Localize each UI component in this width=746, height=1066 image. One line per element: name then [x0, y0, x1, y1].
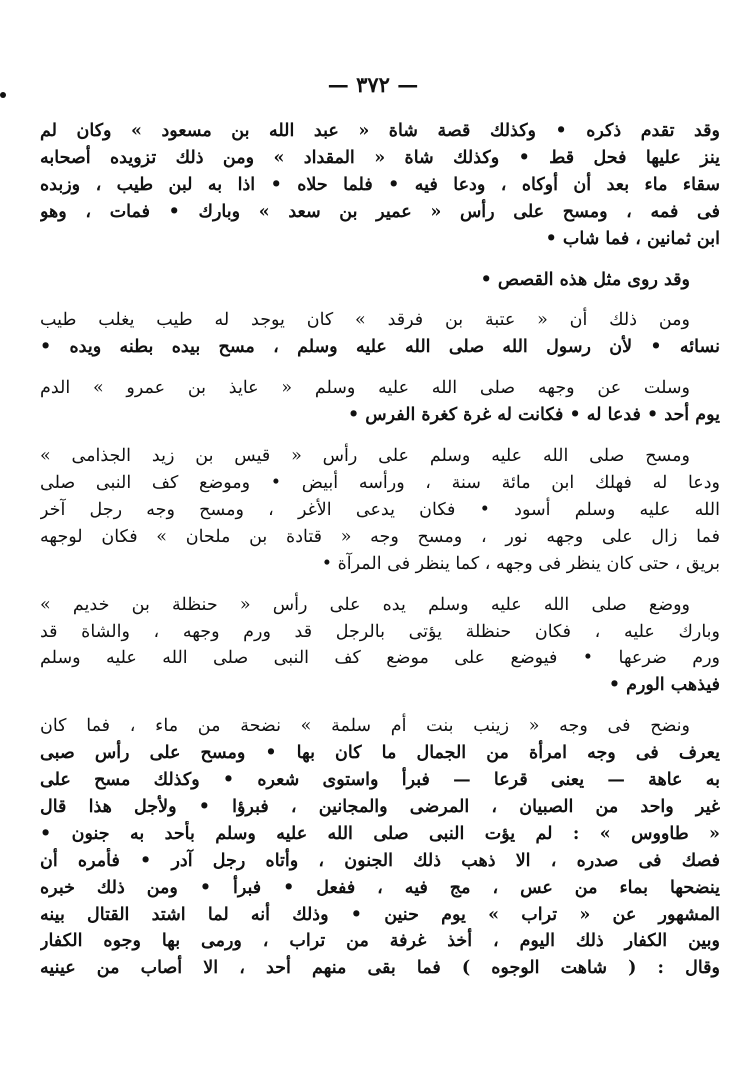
- paragraph-1: [40, 118, 720, 253]
- text-line: فى فمه ، ومسح على رأس « عمير بن سعد » وبارك • فمات ، وهو: [40, 201, 720, 222]
- text-line: ومسح صلى الله عليه وسلم على رأس « قيس بن زيد الجذامى »: [40, 446, 690, 467]
- text-line: ووضع صلى الله عليه وسلم يده على رأس « حنظلة بن خديم »: [40, 594, 690, 615]
- text-line: يعرف فى وجه امرأة من الجمال ما كان بها • ومسح على رأس صبى: [40, 743, 720, 764]
- text-line: وبين الكفار ذلك اليوم ، أخذ غرفة من تراب ، ورمى بها وجوه الكفار: [40, 931, 720, 952]
- text-line: ينضحها بماء من عس ، مج فيه ، ففعل • فبرأ • ومن ذلك خبره: [40, 877, 720, 898]
- body-text: [40, 118, 720, 982]
- text-line: فصك فى صدره ، الا ذهب ذلك الجنون ، وأتاه رجل آدر • فأمره أن: [40, 850, 720, 871]
- text-line: بريق ، حتى كان ينظر فى وجهه ، كما ينظر فى المرآة •: [321, 553, 720, 574]
- text-line: ينز عليها فحل قط • وكذلك شاة « المقداد » ومن ذلك تزويده أصحابه: [40, 147, 720, 168]
- paragraph-5: [40, 443, 720, 578]
- paragraph-4: [40, 375, 720, 429]
- text-line: نسائه • لأن رسول الله صلى الله عليه وسلم ، مسح بيده بطنه ويده •: [40, 337, 720, 358]
- text-line: غير واحد من الصبيان ، المرضى والمجانين ، فبرؤا • ولأجل هذا قال: [40, 796, 720, 817]
- text-line: ورم ضرعها • فيوضع على موضع كف النبى صلى الله عليه وسلم: [40, 648, 720, 669]
- text-line: يوم أحد • فدعا له • فكانت له غرة كغرة الفرس •: [348, 405, 720, 426]
- text-line: ودعا له فهلك ابن مائة سنة ، ورأسه أبيض • وموضع كف النبى صلى: [40, 472, 720, 493]
- text-line: سقاء ماء بعد أن أوكاه ، ودعا فيه • فلما حلاه • اذا به لبن طيب ، وزبده: [40, 174, 720, 195]
- text-line: فما زال على وجهه نور ، ومسح وجه « قتادة بن ملحان » فكان لوجهه: [40, 526, 720, 547]
- text-line: به عاهة — يعنى قرعا — فبرأ واستوى شعره • وكذلك مسح على: [40, 770, 720, 791]
- text-line: وسلت عن وجهه صلى الله عليه وسلم « عايذ بن عمرو » الدم: [40, 378, 690, 399]
- text-line: ونضح فى وجه « زينب بنت أم سلمة » نضحة من ماء ، فما كان: [40, 716, 690, 737]
- paragraph-3: [40, 307, 720, 361]
- text-line: وقد روى مثل هذه القصص •: [480, 269, 690, 290]
- text-line: « طاووس » : لم يؤت النبى صلى الله عليه وسلم بأحد به جنون •: [40, 823, 720, 844]
- text-line: وقال : ( شاهت الوجوه ) فما بقى منهم أحد ، الا أصاب من عينيه: [40, 958, 720, 979]
- text-line: فيذهب الورم •: [608, 675, 720, 696]
- paragraph-6: [40, 592, 720, 700]
- text-line: ومن ذلك أن « عتبة بن فرقد » كان يوجد له طيب يغلب طيب: [40, 310, 690, 331]
- text-line: وقد تقدم ذكره • وكذلك قصة شاة « عبد الله بن مسعود » وكان لم: [40, 121, 720, 141]
- text-line: المشهور عن « تراب » يوم حنين • وذلك أنه لما اشتد القتال بينه: [40, 904, 720, 925]
- text-line: ابن ثمانين ، فما شاب •: [545, 228, 720, 249]
- text-line: وبارك عليه ، فكان حنظلة يؤتى بالرجل قد ورم وجهه ، والشاة قد: [40, 621, 720, 642]
- paragraph-7: [40, 713, 720, 982]
- text-line: الله عليه وسلم أسود • فكان يدعى الأغر ، ومسح وجه رجل آخر: [40, 499, 720, 520]
- page-number: — ٣٧٢ —: [327, 72, 419, 97]
- paragraph-2: [40, 267, 720, 294]
